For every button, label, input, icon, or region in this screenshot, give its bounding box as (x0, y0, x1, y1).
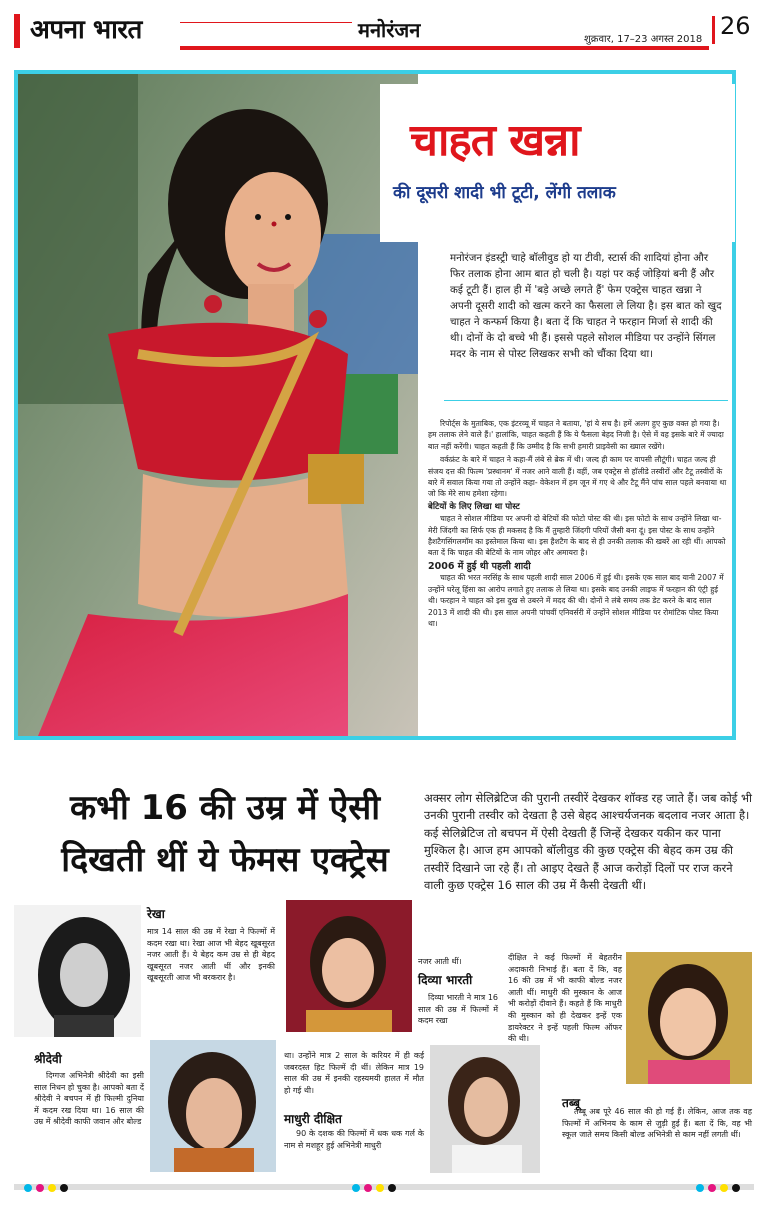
black-dot (732, 1184, 740, 1192)
sridevi-photo (150, 1040, 276, 1172)
cyan-dot (24, 1184, 32, 1192)
body-paragraph: चाहत की भरत नरसिंह के साथ पहली शादी साल 2006 में हुई थी। इसके एक साल बाद यानी 2007 में उन्होंने घरेलू हिंसा का आरोप लगाते हुए तलाक ले लिया था। इसके बाद उनकी लाइफ में फरहान की एंट्री हुई थी। फरहान ने चाहत को इस दुख से उबरने में मदद की थी। दोनों ने लंबे समय तक डेट करने के बाद साल 2013 में शादी की थी। इस साल अपनी पांचवीं एनिवर्सरी में उन्होंने सोशल मीडिया पर रोमांटिक पोस्ट किया था। (428, 573, 724, 628)
body-paragraph: रिपोर्ट्स के मुताबिक, एक इंटरव्यू में चाहत ने बताया, 'हां ये सच है। हमें अलग हुए कुछ वक्त हो गया है। हम तलाक लेने वाले हैं।' हालांकि, चाहत कहती हैं कि ये फैसला बेहद निजी है। ऐसे में वह इसके बारे में ज्यादा बात नहीं करेंगी। चाहत कहती हैं कि उम्मीद है कि सभी हमारी प्राइवेसी का ख्याल रखेंगे। (428, 419, 724, 451)
story-intro: मनोरंजन इंडस्ट्री चाहे बॉलीवुड हो या टीवी, स्टार्स की शादियां होना और फिर तलाक होना आम बात हो चली है। यहां पर कई जोड़ियां बनी हैं और कई टूटी हैं। हाल ही में 'बड़े अच्छे लगते हैं' फेम एक्ट्रेस चाहत खन्ना ने अपनी दूसरी शादी को खत्म करने का फैसला ले लिया है। इस बात को खुद चाहत ने कन्फर्म किया है। बता दें कि चाहत ने फरहान मिर्जा से शादी की थी। दोनों के दो बच्चे भी हैं। इससे पहले सोशल मीडिया पर उन्होंने सिंगल मदर के नाम से पोस्ट लिखकर सभी को चौंका दिया था। (444, 244, 726, 392)
cyan-dot (696, 1184, 704, 1192)
divya-photo (286, 900, 412, 1032)
yellow-dot (720, 1184, 728, 1192)
feature-lead: अक्सर लोग सेलिब्रेटिज की पुरानी तस्वीरें देखकर शॉक्ड रह जाते हैं। जब कोई भी उनकी पुरानी तस्वीर को देखता है उसे बेहद आश्चर्यजनक बदलाव नजर आता है। कई सेलिब्रेटिज तो बचपन में ऐसी देखती हैं जिन्हें देखकर यकीन कर पाना मुश्किल है। आज हम आपको बॉलीवुड की कुछ एक्ट्रेस की बेहद कम उम्र की तस्वीरें दिखाने जा रहे हैं। तो आइए देखते हैं आज करोड़ों दिलों पर राज करने वाली कुछ एक्ट्रेस 16 साल की उम्र में कैसी देखती थीं। (424, 791, 752, 893)
madhuri-cont-text: दीक्षित ने कई फिल्मों में बेहतरीन अदाकारी निभाई हैं। बता दें कि, वह 16 की उम्र में भी काफी बोल्ड नजर आती थीं। माधुरी की मुस्कान के आज भी करोड़ों दीवाने हैं। कहते हैं कि माधुरी की मुस्कान को ही देखकर इन्हें एक डायरेक्टर ने इन्हें पहली फिल्म ऑफर की थी। (508, 953, 622, 1044)
cyan-dot (352, 1184, 360, 1192)
page-number-bar (712, 16, 715, 44)
story-body (428, 418, 728, 631)
madhuri-text: 90 के दशक की फिल्मों में धक धक गर्ल के नाम से मशहूर हुई अभिनेत्री माधुरी (284, 1129, 424, 1150)
rekha-photo (14, 905, 141, 1037)
divya-text: दिव्या भारती ने मात्र 16 साल की उम्र में फिल्मों में कदम रखा (418, 993, 498, 1026)
body-paragraph: चाहत ने सोशल मीडिया पर अपनी दो बेटियों की फोटो पोस्ट की थी। इस फोटो के साथ उन्होंने लिखा था- मेरी जिंदगी का सिर्फ एक ही मकसद है कि मैं तुम्हारी जिंदगी परियों जैसी बना दूं। इस पोस्ट के साथ उन्होंने हैशटैगसिंगलमॉम का इस्तेमाल किया था। इस हैशटैग के बाद से ही उनकी तलाक की खबरें आ रही थीं। आपको बता दें कि चाहत की बेटियों के नाम जोहर और अमायरा है। (428, 514, 726, 558)
magenta-dot (36, 1184, 44, 1192)
header-red-rule (180, 46, 709, 50)
body-subheading: 2006 में हुई थी पहली शादी (428, 560, 531, 572)
yellow-dot (48, 1184, 56, 1192)
black-dot (388, 1184, 396, 1192)
magenta-dot (364, 1184, 372, 1192)
lead-photo (18, 74, 418, 736)
magenta-dot (708, 1184, 716, 1192)
divya-name: दिव्या भारती (418, 973, 473, 987)
feature-headline: कभी 16 की उम्र में ऐसी दिखती थीं ये फेमस एक्ट्रेस (61, 788, 389, 880)
page-number: 26 (720, 12, 751, 40)
rekha-name: रेखा (147, 907, 165, 921)
divya-pre-text: नजर आती थीं। (418, 957, 462, 966)
tabu-name: तब्बू (562, 1096, 580, 1110)
story-title: चाहत खन्ना (410, 115, 580, 166)
tabu-text: तब्बू अब पूरे 46 साल की हो गई हैं। लेकिन, आज तक वह फिल्मों में अभिनय के काम से जुड़ी हुई हैं। बता दें कि, वह भी स्कूल जाते समय किसी बोल्ड अभिनेत्री से काम नहीं लगती थीं। (562, 1107, 752, 1140)
tabu-photo (626, 952, 752, 1084)
issue-date: शुक्रवार, 17–23 अगस्त 2018 (584, 34, 703, 45)
body-subheading: बेटियों के लिए लिखा था पोस्ट (428, 501, 520, 512)
header-thin-rule (180, 22, 352, 23)
madhuri-photo (430, 1045, 540, 1173)
newspaper-masthead: अपना भारत (30, 15, 142, 45)
divya-cont-text: था। उन्होंने मात्र 2 साल के करियर में ही कई जबरदस्त हिट फिल्में दी थीं। लेकिन मात्र 19 साल की उम्र में इनकी रहस्यमयी हालत में मौत हो गई थी। (284, 1051, 424, 1095)
sridevi-name: श्रीदेवी (34, 1052, 62, 1066)
print-registration-bar (14, 1184, 754, 1190)
section-title: मनोरंजन (358, 18, 421, 42)
black-dot (60, 1184, 68, 1192)
sridevi-text: दिग्गज अभिनेत्री श्रीदेवी का इसी साल निधन हो चुका है। आपको बता दें श्रीदेवी ने बचपन में ही फिल्मी दुनिया में कदम रख दिया था। 16 साल की उम्र में श्रीदेवी काफी जवान और बोल्ड (34, 1071, 144, 1127)
story-subtitle: की दूसरी शादी भी टूटी, लेंगी तलाक (393, 183, 616, 203)
yellow-dot (376, 1184, 384, 1192)
rekha-text: मात्र 14 साल की उम्र में रेखा ने फिल्मों में कदम रखा था। रेखा आज भी बेहद खूबसूरत नजर आती हैं। ये बेहद कम उम्र से ही बेहद खूबसूरत नजर आती थीं और इनकी खूबसूरती आज भी बरकरार है। (147, 927, 275, 983)
intro-divider (444, 400, 728, 401)
masthead-red-bar (14, 14, 20, 48)
madhuri-name: माधुरी दीक्षित (284, 1112, 342, 1126)
body-paragraph: वर्कफ्रंट के बारे में चाहत ने कहा-मैं लंबे से ब्रेक में थी। जल्द ही काम पर वापसी लौटूंगी। चाहत जल्द ही संजय दत्त की फिल्म 'प्रस्थानम' में नजर आने वाली हैं। वहीं, जब एक्ट्रेस से हॉलीडे तस्वीरों और टैटू तस्वीरों के बारे में सवाल किया गया तो उन्होंने कहा- वेकेशन में हम जून में गए थे और टैटू मैंने पांच साल पहले बनवाया था जो कि मेरे साथ हमेशा रहेगा। (428, 455, 727, 499)
